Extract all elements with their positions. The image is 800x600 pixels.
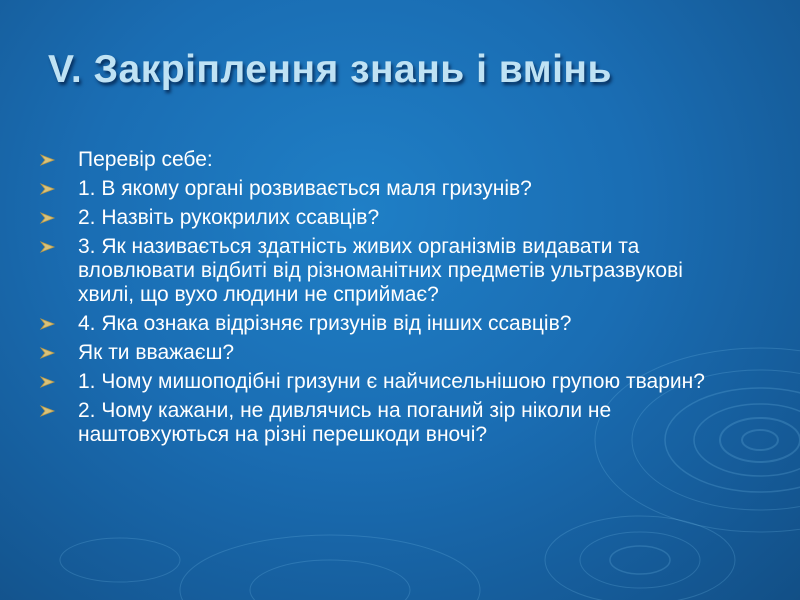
arrowhead-bullet-icon (38, 206, 60, 230)
arrowhead-bullet-icon (38, 148, 60, 172)
bullet-item (38, 206, 738, 230)
arrowhead-bullet-icon (38, 370, 60, 394)
bullet-text: 2. Назвіть рукокрилих ссавців? (78, 206, 380, 229)
arrowhead-bullet-icon (38, 235, 60, 259)
bullet-text: 1. Чому мишоподібні гризуни є найчисельнішою групою тварин? (78, 370, 705, 393)
arrowhead-bullet-icon (38, 399, 60, 423)
bullet-text: Перевір себе: (78, 148, 213, 171)
bullet-item (38, 235, 738, 307)
bullet-list (38, 148, 738, 452)
arrowhead-bullet-icon (38, 177, 60, 201)
bullet-text: 4. Яка ознака відрізняє гризунів від інших ссавців? (78, 312, 572, 335)
bullet-item (38, 148, 738, 172)
bullet-text: 3. Як називається здатність живих організмів видавати та вловлювати відбиті від різноманітних предметів ультразвукові хвилі, що вухо людини не сприймає? (78, 235, 683, 306)
arrowhead-bullet-icon (38, 341, 60, 365)
bullet-item (38, 341, 738, 365)
bullet-text: 1. В якому органі розвивається маля гризунів? (78, 177, 532, 200)
arrowhead-bullet-icon (38, 312, 60, 336)
bullet-item (38, 177, 738, 201)
bullet-text: 2. Чому кажани, не дивлячись на поганий зір ніколи не наштовхуються на різні перешкоди вночі? (78, 399, 612, 446)
bullet-text: Як ти вважаєш? (78, 341, 235, 364)
bullet-item (38, 370, 738, 394)
bullet-item (38, 399, 738, 447)
bullet-item (38, 312, 738, 336)
slide-title: V. Закріплення знань і вмінь (48, 48, 612, 91)
